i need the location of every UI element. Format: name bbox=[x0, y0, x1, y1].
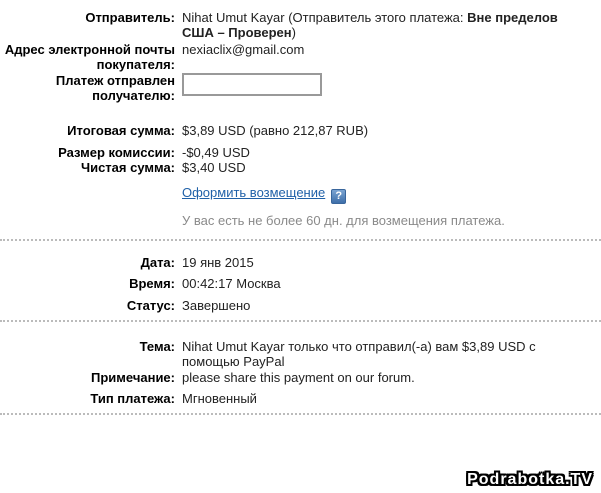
fee-value: -$0,49 USD bbox=[182, 145, 250, 160]
refund-note: У вас есть не более 60 дн. для возмещения платежа. bbox=[182, 213, 505, 228]
subject-label: Тема: bbox=[139, 339, 175, 354]
buyer-email-label: Адрес электронной почты покупателя: bbox=[4, 42, 175, 72]
time-label: Время: bbox=[129, 276, 175, 291]
subject-row bbox=[0, 339, 601, 369]
sender-row bbox=[0, 10, 601, 40]
net-amount-row bbox=[0, 160, 601, 175]
watermark: Podrabotka.TV bbox=[467, 471, 593, 488]
sender-verification-status: Вне пределов США – Проверен bbox=[182, 10, 558, 40]
payment-type-row bbox=[0, 391, 601, 406]
payment-type-label: Тип платежа: bbox=[90, 391, 175, 406]
net-amount-label: Чистая сумма: bbox=[80, 160, 175, 175]
note-label: Примечание: bbox=[91, 370, 175, 385]
fee-row bbox=[0, 145, 601, 160]
status-value: Завершено bbox=[182, 298, 251, 313]
sender-label: Отправитель: bbox=[85, 10, 175, 25]
help-icon[interactable]: ? bbox=[331, 189, 346, 204]
note-value: please share this payment on our forum. bbox=[182, 370, 415, 385]
fee-label: Размер комиссии: bbox=[58, 145, 175, 160]
total-amount-value: $3,89 USD (равно 212,87 RUB) bbox=[182, 123, 369, 138]
sender-value-suffix: ) bbox=[291, 25, 296, 40]
payment-type-value: Мгновенный bbox=[182, 391, 257, 406]
recipient-input[interactable] bbox=[182, 73, 322, 96]
total-amount-label: Итоговая сумма: bbox=[67, 123, 175, 138]
net-amount-value: $3,40 USD bbox=[182, 160, 246, 175]
buyer-email-row bbox=[0, 42, 601, 72]
refund-row bbox=[182, 185, 601, 204]
total-amount-row bbox=[0, 123, 601, 138]
date-label: Дата: bbox=[140, 255, 175, 270]
dotted-divider bbox=[0, 413, 601, 415]
subject-value: Nihat Umut Kayar только что отправил(-а) вам $3,89 USD с помощью PayPal bbox=[182, 339, 536, 369]
date-row bbox=[0, 255, 601, 270]
sender-value bbox=[182, 10, 587, 40]
refund-link[interactable]: Оформить возмещение bbox=[182, 185, 326, 200]
dotted-divider bbox=[0, 239, 601, 241]
dotted-divider bbox=[0, 320, 601, 322]
status-row bbox=[0, 298, 601, 313]
time-row bbox=[0, 276, 601, 291]
status-label: Статус: bbox=[126, 298, 175, 313]
payment-sent-to-label: Платеж отправлен получателю: bbox=[55, 73, 175, 103]
buyer-email-value: nexiaclix@gmail.com bbox=[182, 42, 305, 57]
note-row bbox=[0, 370, 601, 385]
sender-name: Nihat Umut Kayar (Отправитель этого платежа: bbox=[182, 10, 468, 25]
time-value: 00:42:17 Москва bbox=[182, 276, 281, 291]
payment-sent-to-row bbox=[0, 73, 601, 103]
date-value: 19 янв 2015 bbox=[182, 255, 254, 270]
